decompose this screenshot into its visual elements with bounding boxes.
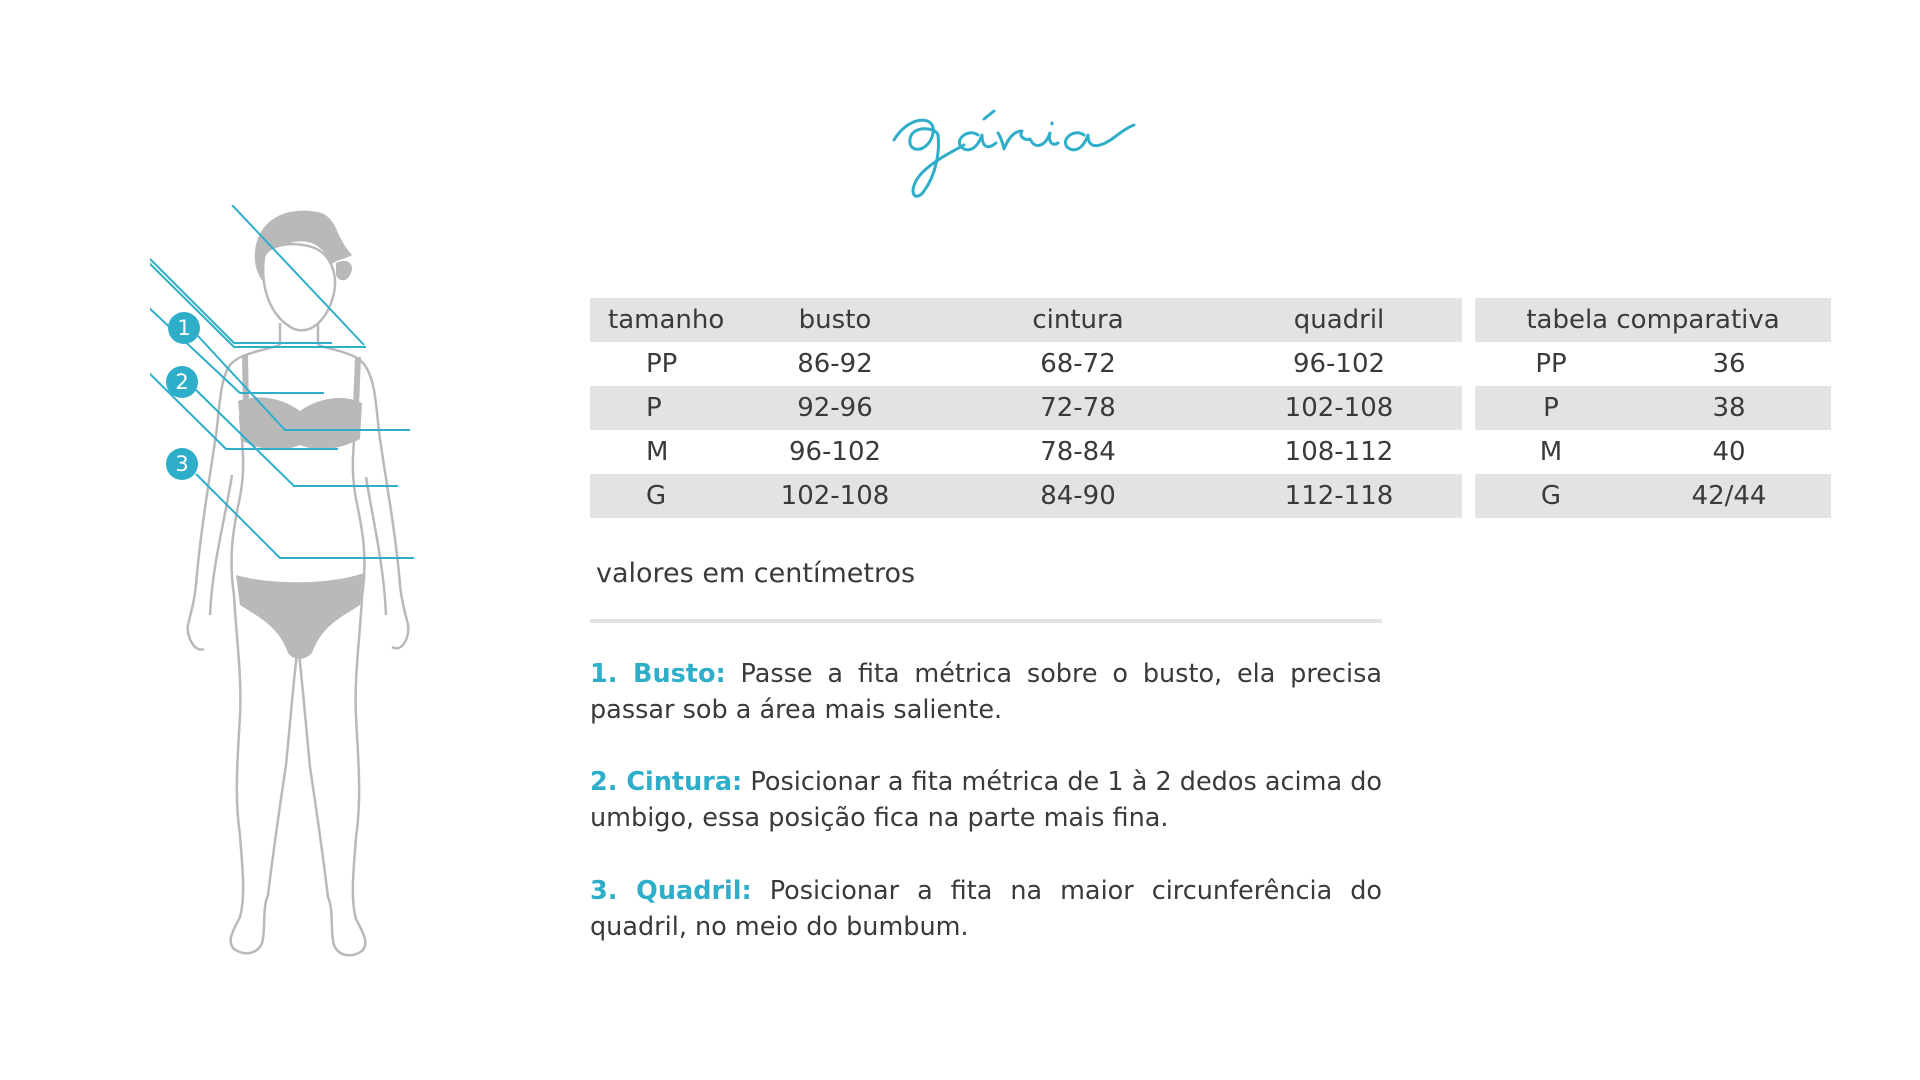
table-row xyxy=(1475,430,1831,474)
measure-marker-3: 3 xyxy=(166,448,198,480)
size-table xyxy=(590,298,1462,518)
table-row xyxy=(1475,342,1831,386)
size-table-header xyxy=(590,298,1462,342)
instruction-text: Passe a fita métrica sobre o busto, ela precisa passar sob a área mais saliente. xyxy=(590,659,1382,725)
table-cell: G xyxy=(1475,474,1627,518)
measure-marker-1: 1 xyxy=(168,312,200,344)
table-row xyxy=(590,430,1462,474)
table-cell: 78-84 xyxy=(940,430,1216,474)
header-cell: quadril xyxy=(1216,298,1462,342)
table-cell: 92-96 xyxy=(730,386,940,430)
brand-logo xyxy=(880,95,1140,205)
table-row xyxy=(1475,474,1831,518)
table-cell: 96-102 xyxy=(1216,342,1462,386)
body-measurement-figure xyxy=(150,205,490,965)
table-cell: 36 xyxy=(1627,342,1831,386)
table-cell: 72-78 xyxy=(940,386,1216,430)
table-cell: 40 xyxy=(1627,430,1831,474)
table-cell: PP xyxy=(590,342,730,386)
instruction-text: Posicionar a fita métrica de 1 à 2 dedos acima do umbigo, essa posição fica na parte mais fina. xyxy=(590,767,1382,833)
header-cell: cintura xyxy=(940,298,1216,342)
instruction-label: 2. Cintura: xyxy=(590,767,743,797)
table-cell: 86-92 xyxy=(730,342,940,386)
instruction-quadril xyxy=(590,873,1382,945)
table-cell: 68-72 xyxy=(940,342,1216,386)
table-cell: 112-118 xyxy=(1216,474,1462,518)
table-cell: 42/44 xyxy=(1627,474,1831,518)
header-cell: tabela comparativa xyxy=(1475,298,1831,342)
table-cell: 96-102 xyxy=(730,430,940,474)
comparison-table xyxy=(1475,298,1831,518)
instruction-cintura xyxy=(590,764,1382,836)
table-cell: 108-112 xyxy=(1216,430,1462,474)
header-cell: tamanho xyxy=(590,298,730,342)
instruction-busto xyxy=(590,656,1382,728)
table-cell: G xyxy=(590,474,730,518)
instruction-label: 3. Quadril: xyxy=(590,876,752,906)
table-cell: 102-108 xyxy=(1216,386,1462,430)
table-cell: PP xyxy=(1475,342,1627,386)
comparison-table-header xyxy=(1475,298,1831,342)
woman-silhouette-icon xyxy=(188,211,409,956)
table-cell: 102-108 xyxy=(730,474,940,518)
table-row xyxy=(590,386,1462,430)
header-cell: busto xyxy=(730,298,940,342)
table-row xyxy=(590,474,1462,518)
units-note: valores em centímetros xyxy=(596,558,916,589)
table-cell: 38 xyxy=(1627,386,1831,430)
table-cell: M xyxy=(1475,430,1627,474)
instruction-label: 1. Busto: xyxy=(590,659,726,689)
table-row xyxy=(1475,386,1831,430)
instruction-text: Posicionar a fita na maior circunferência do quadril, no meio do bumbum. xyxy=(590,876,1383,942)
measure-marker-2: 2 xyxy=(166,366,198,398)
table-cell: M xyxy=(590,430,730,474)
divider xyxy=(590,619,1382,623)
table-cell: P xyxy=(590,386,730,430)
table-cell: P xyxy=(1475,386,1627,430)
table-cell: 84-90 xyxy=(940,474,1216,518)
table-row xyxy=(590,342,1462,386)
